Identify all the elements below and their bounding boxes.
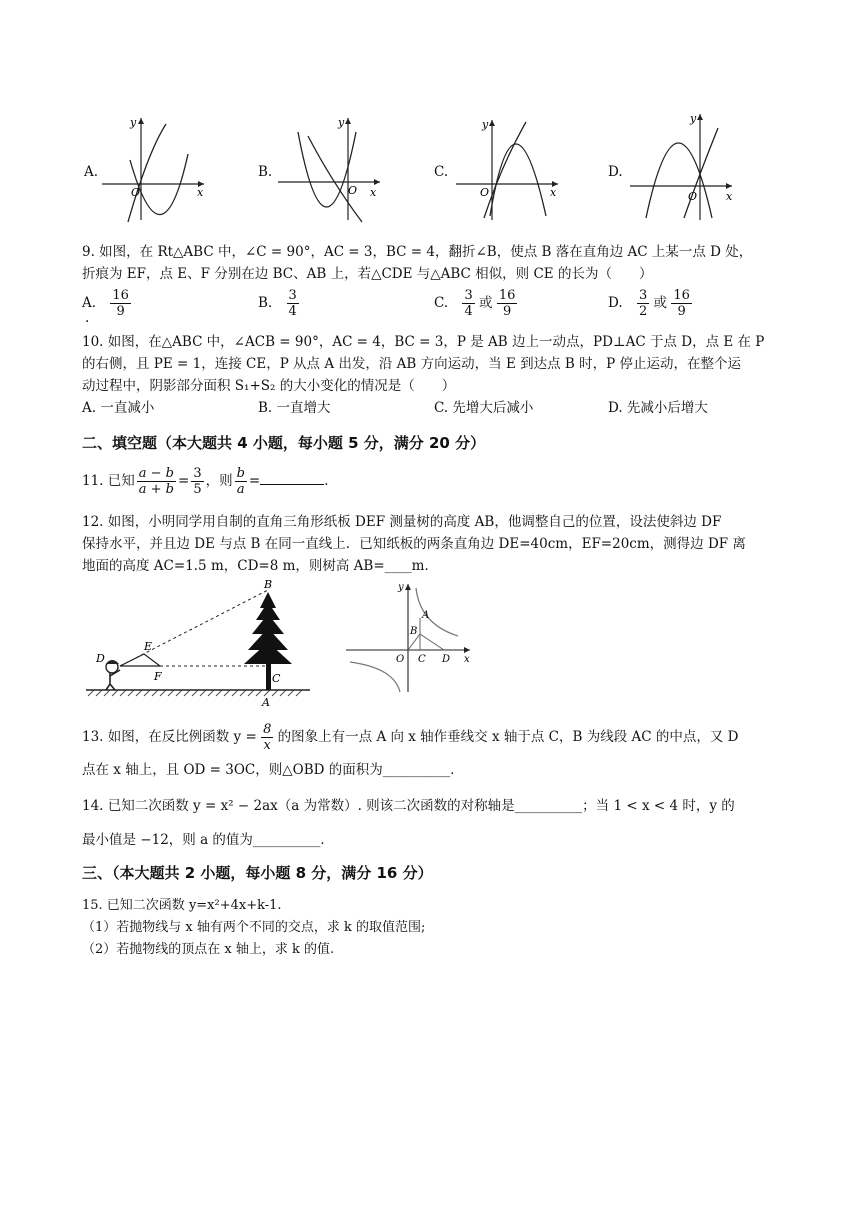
origin-label: O xyxy=(688,190,698,203)
q9-option-d-label: D. xyxy=(608,295,623,311)
fraction-numerator: b xyxy=(236,466,245,481)
q10-text-line3: 动过程中，阴影部分面积 S₁+S₂ 的大小变化的情况是（ ） xyxy=(82,378,456,394)
q11-suffix: ． xyxy=(324,473,338,489)
fraction-denominator: 9 xyxy=(116,304,125,319)
q8-option-b-label: B. xyxy=(258,164,273,180)
axis-y-label: y xyxy=(338,116,345,129)
fraction-numerator: 3 xyxy=(193,466,202,481)
fraction-denominator: 4 xyxy=(464,304,473,319)
fig12-label-e: E xyxy=(144,640,153,653)
q15-text-line3: （2）若抛物线的顶点在 x 轴上，求 k 的值. xyxy=(82,942,335,957)
fig13-label-c: C xyxy=(418,654,426,665)
fraction-numerator: 3 xyxy=(288,288,297,303)
axis-x-label: x xyxy=(370,186,377,199)
q8-graph-a xyxy=(100,112,212,224)
fig13-label-y: y xyxy=(398,582,404,593)
fig12-label-f: F xyxy=(154,670,162,683)
fraction-denominator: 2 xyxy=(638,304,648,319)
fraction-numerator: 16 xyxy=(112,288,129,303)
fig12-label-d: D xyxy=(96,652,105,665)
or-text: 或 xyxy=(479,295,493,311)
fig12-label-a: A xyxy=(262,696,270,708)
fraction-denominator: a + b xyxy=(138,482,174,497)
q12-text-line3: 地面的高度 AC=1.5 m，CD=8 m，则树高 AB=____m． xyxy=(82,558,438,574)
q8-graph-b xyxy=(276,112,388,224)
q15-text-line2: （1）若抛物线与 x 轴有两个不同的交点，求 k 的取值范围; xyxy=(82,920,426,935)
q9-text-line2: 折痕为 EF，点 E、F 分别在边 BC、AB 上，若△CDE 与△ABC 相似，则 CE 的长为（ ） xyxy=(82,266,653,282)
fraction-numerator: a − b xyxy=(138,466,174,481)
section-3-heading: 三、（本大题共 2 小题，每小题 8 分，满分 16 分） xyxy=(82,864,433,882)
or-text: 或 xyxy=(653,295,668,311)
fig13-label-a: A xyxy=(422,610,430,621)
q10-option-a: A. 一直减小 xyxy=(82,400,155,416)
fraction-numerator: 16 xyxy=(673,288,690,303)
axis-x-label: x xyxy=(726,190,733,203)
q13-text-line2: 点在 x 轴上，且 OD = 3OC，则△OBD 的面积为__________． xyxy=(82,762,464,778)
fraction-denominator: 5 xyxy=(193,482,202,497)
equals-sign: = xyxy=(178,473,190,489)
q8-option-c-label: C. xyxy=(434,164,449,180)
section-2-heading: 二、填空题（本大题共 4 小题，每小题 5 分，满分 20 分） xyxy=(82,434,486,452)
q9-option-a-label: A. xyxy=(82,295,97,311)
q13-prefix: 13. 如图，在反比例函数 y = xyxy=(82,729,257,745)
q13-text-line1 xyxy=(82,722,739,753)
q10-text-line1: 10. 如图，在△ABC 中，∠ACB = 90°，AC = 4，BC = 3，P 是 AB 边上一动点，PD⊥AC 于点 D，点 E 在 P xyxy=(82,334,765,350)
q12-text-line2: 保持水平，并且边 DE 与点 B 在同一直线上．已知纸板的两条直角边 DE=40cm，EF=20cm，测得边 DF 离 xyxy=(82,536,746,552)
equals-sign: = xyxy=(248,473,261,489)
q12-text-line1: 12. 如图，小明同学用自制的直角三角形纸板 DEF 测量树的高度 AB，他调整自己的位置，设法使斜边 DF xyxy=(82,514,722,530)
q10-option-c: C. 先增大后减小 xyxy=(434,400,534,416)
q11-text xyxy=(82,466,338,497)
q10-option-d: D. 先减小后增大 xyxy=(608,400,708,416)
axis-y-label: y xyxy=(130,116,137,129)
q12-figure-tree xyxy=(82,578,314,708)
fig12-label-b: B xyxy=(264,578,273,591)
axis-y-label: y xyxy=(482,118,489,131)
q10-option-b: B. 一直增大 xyxy=(258,400,331,416)
q9-option-a xyxy=(82,288,131,319)
q13-figure-hyperbola xyxy=(340,580,476,698)
fraction-denominator: x xyxy=(263,738,271,753)
q9-option-c xyxy=(434,288,517,319)
origin-label: O xyxy=(131,186,141,199)
q14-text-line1: 14. 已知二次函数 y = x² − 2ax（a 为常数）. 则该二次函数的对称轴是__________；当 1 < x < 4 时，y 的 xyxy=(82,798,735,814)
q9-option-a-dot: . xyxy=(85,310,90,326)
fraction-numerator: 16 xyxy=(498,288,516,303)
q15-text-line1: 15. 已知二次函数 y=x²+4x+k-1. xyxy=(82,898,282,913)
fraction-denominator: 4 xyxy=(288,304,297,319)
axis-x-label: x xyxy=(550,186,557,199)
fraction-numerator: 3 xyxy=(638,288,648,303)
q9-option-b-label: B. xyxy=(258,295,273,311)
fraction-denominator: 9 xyxy=(677,304,686,319)
fig13-label-b: B xyxy=(410,626,418,637)
q8-graph-c xyxy=(454,112,566,224)
q8-option-a-label: A. xyxy=(84,164,99,180)
q11-mid: ，则 xyxy=(205,473,233,489)
q8-graph-d xyxy=(628,108,740,224)
q14-text-line2: 最小值是 −12，则 a 的值为__________． xyxy=(82,832,334,848)
axis-y-label: y xyxy=(690,112,697,125)
q9-text-line1: 9. 如图，在 Rt△ABC 中，∠C = 90°，AC = 3，BC = 4，翻折∠B，使点 B 落在直角边 AC 上某一点 D 处， xyxy=(82,244,753,260)
q9-option-d xyxy=(608,288,692,319)
axis-x-label: x xyxy=(197,186,204,199)
fraction-numerator: 3 xyxy=(464,288,473,303)
fraction-numerator: 8 xyxy=(263,722,272,737)
fig13-label-d: D xyxy=(442,654,451,665)
answer-blank[interactable] xyxy=(260,484,324,485)
q9-option-c-label: C. xyxy=(434,295,449,311)
q9-option-b xyxy=(258,288,299,319)
q10-text-line2: 的右侧，且 PE = 1，连接 CE，P 从点 A 出发，沿 AB 方向运动，当 E 到达点 B 时，P 停止运动，在整个运 xyxy=(82,356,741,372)
fig13-label-o: O xyxy=(396,654,405,665)
q13-line1-rest: 的图象上有一点 A 向 x 轴作垂线交 x 轴于点 C，B 为线段 AC 的中点，又 D xyxy=(277,729,739,745)
origin-label: O xyxy=(348,184,358,197)
origin-label: O xyxy=(480,186,490,199)
q11-prefix: 11. 已知 xyxy=(82,473,135,489)
fraction-denominator: 9 xyxy=(502,304,512,319)
q8-option-d-label: D. xyxy=(608,164,623,180)
fig12-label-c: C xyxy=(272,672,281,685)
fig13-label-x: x xyxy=(464,654,470,665)
fraction-denominator: a xyxy=(236,482,245,497)
